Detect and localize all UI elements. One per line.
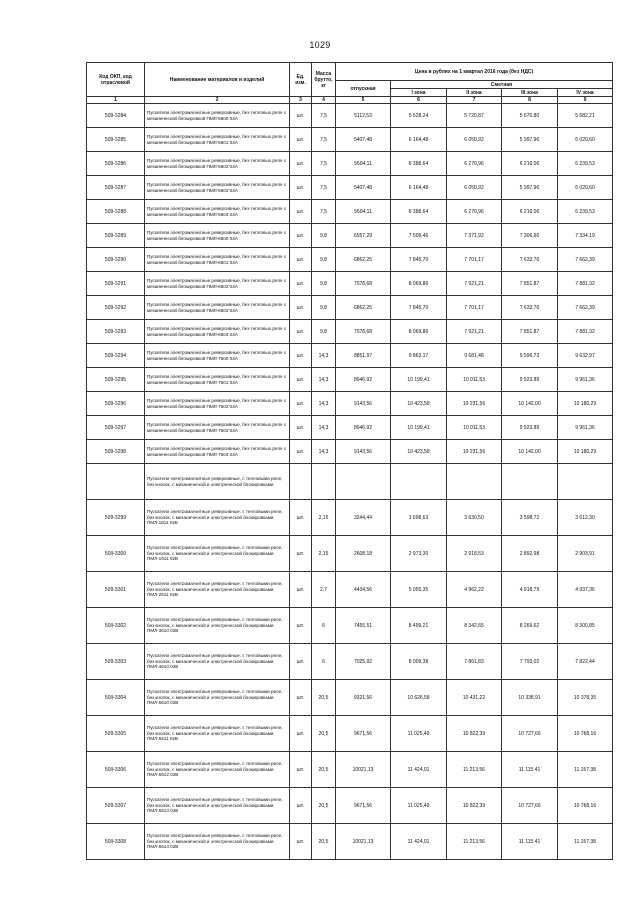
- price-zone-1: 5 055,35: [391, 572, 447, 608]
- release-price: 5112,53: [336, 104, 391, 128]
- price-zone-1: 5 628,24: [391, 104, 447, 128]
- col-number: 7: [447, 97, 502, 104]
- price-zone-3: 6 216,06: [502, 152, 558, 176]
- price-zone-1: 7 845,70: [391, 248, 447, 272]
- product-name: Пускатели электромагнитные реверсивные, без тепловых реле с механической блокировкой ПМЛ-6504 04А: [145, 320, 290, 344]
- price-zone-3: 7 633,76: [502, 248, 558, 272]
- col-number: 2: [145, 97, 290, 104]
- price-zone-3: 9 923,89: [502, 368, 558, 392]
- product-name: Пускатели электромагнитные реверсивные, с тепловыми реле, без кнопок, с механической и электрической блокировками ПМЛ-4610 02В: [145, 644, 290, 680]
- release-price: 4434,56: [336, 572, 391, 608]
- col-number: 1: [87, 97, 145, 104]
- price-zone-2: 7 921,21: [447, 320, 502, 344]
- price-zone-4: 7 662,39: [558, 296, 613, 320]
- product-code: 509-3284: [87, 104, 145, 128]
- price-zone-2: 11 213,56: [447, 752, 502, 788]
- price-zone-1: 2 973,30: [391, 536, 447, 572]
- price-zone-2: 11 213,56: [447, 824, 502, 860]
- column-number-row: [87, 97, 613, 104]
- price-zone-4: 9 961,36: [558, 416, 613, 440]
- price-zone-4: 7 822,44: [558, 644, 613, 680]
- price-zone-2: 7 701,17: [447, 296, 502, 320]
- product-name: Пускатели электромагнитные реверсивные, с тепловыми реле, без кнопок, с механической и электрической блокировками: [145, 464, 290, 500]
- price-zone-1: 10 423,58: [391, 440, 447, 464]
- price-zone-4: 5 682,21: [558, 104, 613, 128]
- price-zone-2: 7 921,21: [447, 272, 502, 296]
- product-code: 509-3301: [87, 572, 145, 608]
- price-zone-1: [391, 464, 447, 500]
- price-zone-1: 8 069,86: [391, 272, 447, 296]
- product-code: 509-3291: [87, 272, 145, 296]
- price-zone-3: 7 793,02: [502, 644, 558, 680]
- price-zone-4: 6 020,60: [558, 176, 613, 200]
- col-number: 9: [558, 97, 613, 104]
- price-zone-2: 6 270,96: [447, 152, 502, 176]
- product-name: Пускатели электромагнитные реверсивные, без тепловых реле с механической блокировкой ПМЛ-7503 04А: [145, 416, 290, 440]
- unit: шт.: [290, 176, 312, 200]
- gross-mass: 9,8: [312, 248, 336, 272]
- price-zone-1: 8 499,21: [391, 608, 447, 644]
- col-number: 4: [312, 97, 336, 104]
- price-zone-2: 6 050,92: [447, 176, 502, 200]
- unit: шт.: [290, 788, 312, 824]
- unit: шт.: [290, 104, 312, 128]
- price-zone-4: 7 662,39: [558, 248, 613, 272]
- product-code: 509-3292: [87, 296, 145, 320]
- price-zone-1: 6 164,48: [391, 176, 447, 200]
- product-name: Пускатели электромагнитные реверсивные, без тепловых реле с механической блокировкой ПМЛ-6503 04А: [145, 296, 290, 320]
- unit: шт.: [290, 248, 312, 272]
- gross-mass: [312, 464, 336, 500]
- col-number: 6: [391, 97, 447, 104]
- table-row: [87, 224, 613, 248]
- price-zone-2: 7 861,83: [447, 644, 502, 680]
- product-code: 509-3305: [87, 716, 145, 752]
- unit: шт.: [290, 608, 312, 644]
- product-code: 509-3296: [87, 392, 145, 416]
- release-price: 6862,25: [336, 248, 391, 272]
- price-zone-4: 11 157,38: [558, 752, 613, 788]
- product-name: Пускатели электромагнитные реверсивные, без тепловых реле с механической блокировкой ПМЛ-7502 04А: [145, 392, 290, 416]
- product-code: 509-3290: [87, 248, 145, 272]
- price-zone-1: 11 424,01: [391, 824, 447, 860]
- table-row: [87, 344, 613, 368]
- release-price: 2608,18: [336, 536, 391, 572]
- price-zone-2: 6 050,92: [447, 128, 502, 152]
- price-zone-4: [558, 464, 613, 500]
- price-zone-4: 9 632,97: [558, 344, 613, 368]
- table-row: [87, 128, 613, 152]
- product-name: Пускатели электромагнитные реверсивные, с тепловыми реле, без кнопок, с механической и электрической блокировками ПМЛ-1611 02Б: [145, 500, 290, 536]
- page-number: 1029: [309, 40, 331, 50]
- table-row: [87, 368, 613, 392]
- price-zone-4: 4 937,36: [558, 572, 613, 608]
- price-zone-4: 10 378,35: [558, 680, 613, 716]
- unit: шт.: [290, 152, 312, 176]
- gross-mass: 20,5: [312, 716, 336, 752]
- unit: шт.: [290, 344, 312, 368]
- price-zone-4: 6 020,60: [558, 128, 613, 152]
- product-code: 509-3308: [87, 824, 145, 860]
- price-zone-2: 2 918,53: [447, 536, 502, 572]
- gross-mass: 14,3: [312, 392, 336, 416]
- price-zone-3: 5 997,96: [502, 176, 558, 200]
- product-code: 509-3299: [87, 500, 145, 536]
- gross-mass: 14,3: [312, 440, 336, 464]
- gross-mass: 14,3: [312, 416, 336, 440]
- release-price: 9143,56: [336, 392, 391, 416]
- gross-mass: 9,8: [312, 320, 336, 344]
- table-row: [87, 248, 613, 272]
- product-code: 509-3306: [87, 752, 145, 788]
- product-name: Пускатели электромагнитные реверсивные, с тепловыми реле, без кнопок, с механической и электрической блокировками ПМЛ-5613 02В: [145, 788, 290, 824]
- product-name: Пускатели электромагнитные реверсивные, без тепловых реле с механической блокировкой ПМЛ-6502 04А: [145, 272, 290, 296]
- table-row: [87, 200, 613, 224]
- header-zone-2: II зона: [447, 89, 502, 97]
- unit: шт.: [290, 752, 312, 788]
- header-zone-4: IV зона: [558, 89, 613, 97]
- table-row: [87, 392, 613, 416]
- table-row: [87, 296, 613, 320]
- price-zone-1: 10 199,41: [391, 416, 447, 440]
- table-row: [87, 680, 613, 716]
- gross-mass: 7,5: [312, 104, 336, 128]
- price-zone-2: 4 962,22: [447, 572, 502, 608]
- price-zone-4: 7 334,19: [558, 224, 613, 248]
- price-zone-2: 10 431,22: [447, 680, 502, 716]
- table-row: [87, 716, 613, 752]
- price-zone-3: 10 727,66: [502, 716, 558, 752]
- price-zone-3: 11 115,41: [502, 824, 558, 860]
- release-price: 10021,13: [336, 752, 391, 788]
- price-zone-4: 6 239,53: [558, 200, 613, 224]
- header-zone-3: III зона: [502, 89, 558, 97]
- price-zone-1: 6 388,64: [391, 152, 447, 176]
- table-row: [87, 824, 613, 860]
- unit: шт.: [290, 296, 312, 320]
- header-mass: Масса брутто, кг: [312, 63, 336, 97]
- col-number: 8: [502, 97, 558, 104]
- unit: шт.: [290, 680, 312, 716]
- product-code: 509-3294: [87, 344, 145, 368]
- unit: шт.: [290, 536, 312, 572]
- unit: шт.: [290, 440, 312, 464]
- price-zone-3: 8 269,62: [502, 608, 558, 644]
- gross-mass: 7,5: [312, 176, 336, 200]
- product-code: 509-3286: [87, 152, 145, 176]
- price-zone-1: 3 698,63: [391, 500, 447, 536]
- unit: шт.: [290, 824, 312, 860]
- table-row: [87, 176, 613, 200]
- gross-mass: 2,15: [312, 500, 336, 536]
- release-price: 6862,25: [336, 296, 391, 320]
- price-zone-4: 7 881,32: [558, 272, 613, 296]
- product-name: Пускатели электромагнитные реверсивные, с тепловыми реле, без кнопок, с механической и электрической блокировками ПМЛ-3610 02В: [145, 608, 290, 644]
- gross-mass: 6: [312, 644, 336, 680]
- price-zone-3: 5 670,80: [502, 104, 558, 128]
- product-code: 509-3293: [87, 320, 145, 344]
- price-zone-4: 2 903,91: [558, 536, 613, 572]
- table-row: [87, 440, 613, 464]
- product-name: Пускатели электромагнитные реверсивные, с тепловыми реле, без кнопок, с механической и электрической блокировками ПМЛ-2611 02В: [145, 572, 290, 608]
- unit: шт.: [290, 368, 312, 392]
- release-price: 8851,97: [336, 344, 391, 368]
- price-zone-3: 2 892,98: [502, 536, 558, 572]
- price-zone-2: 5 720,87: [447, 104, 502, 128]
- release-price: 5604,11: [336, 152, 391, 176]
- unit: шт.: [290, 716, 312, 752]
- price-zone-2: 7 701,17: [447, 248, 502, 272]
- price-zone-1: 10 626,58: [391, 680, 447, 716]
- price-zone-2: 6 270,96: [447, 200, 502, 224]
- price-zone-1: 10 423,58: [391, 392, 447, 416]
- product-name: Пускатели электромагнитные реверсивные, без тепловых реле с механической блокировкой ПМЛ-6500 04А: [145, 224, 290, 248]
- price-zone-2: 10 822,39: [447, 788, 502, 824]
- unit: шт.: [290, 128, 312, 152]
- product-code: 509-3300: [87, 536, 145, 572]
- gross-mass: 20,5: [312, 788, 336, 824]
- price-zone-4: 11 157,38: [558, 824, 613, 860]
- unit: шт.: [290, 572, 312, 608]
- gross-mass: 9,8: [312, 296, 336, 320]
- price-zone-3: 7 633,76: [502, 296, 558, 320]
- product-name: Пускатели электромагнитные реверсивные, без тепловых реле с механической блокировкой ПМЛ-5502 04А: [145, 152, 290, 176]
- product-code: 509-3298: [87, 440, 145, 464]
- price-zone-4: 9 961,36: [558, 368, 613, 392]
- price-zone-1: 8 009,38: [391, 644, 447, 680]
- product-name: Пускатели электромагнитные реверсивные, без тепловых реле с механической блокировкой ПМЛ-5500 04А: [145, 104, 290, 128]
- unit: [290, 464, 312, 500]
- gross-mass: 2,7: [312, 572, 336, 608]
- product-code: 509-3307: [87, 788, 145, 824]
- price-zone-2: 8 342,65: [447, 608, 502, 644]
- product-code: 509-3287: [87, 176, 145, 200]
- col-number: 5: [336, 97, 391, 104]
- price-zone-3: 5 997,96: [502, 128, 558, 152]
- price-zone-2: 7 371,92: [447, 224, 502, 248]
- price-zone-1: 9 863,17: [391, 344, 447, 368]
- price-zone-1: 6 388,64: [391, 200, 447, 224]
- release-price: 5407,48: [336, 176, 391, 200]
- product-name: Пускатели электромагнитные реверсивные, с тепловыми реле, без кнопок, с механической и электрической блокировками ПМЛ-5610 02В: [145, 680, 290, 716]
- price-zone-2: 10 011,53: [447, 416, 502, 440]
- gross-mass: 20,5: [312, 824, 336, 860]
- unit: шт.: [290, 644, 312, 680]
- table-row: [87, 152, 613, 176]
- price-zone-3: 10 727,66: [502, 788, 558, 824]
- product-code: 509-3297: [87, 416, 145, 440]
- price-zone-3: 3 598,72: [502, 500, 558, 536]
- gross-mass: 2,15: [312, 536, 336, 572]
- price-zone-1: 7 509,46: [391, 224, 447, 248]
- price-zone-4: 10 180,29: [558, 392, 613, 416]
- release-price: 7025,92: [336, 644, 391, 680]
- price-zone-4: 3 612,30: [558, 500, 613, 536]
- release-price: 6557,29: [336, 224, 391, 248]
- product-name: Пускатели электромагнитные реверсивные, без тепловых реле с механической блокировкой ПМЛ-7501 04А: [145, 368, 290, 392]
- price-zone-4: 10 180,29: [558, 440, 613, 464]
- table-row: [87, 104, 613, 128]
- table-row: [87, 644, 613, 680]
- gross-mass: 6: [312, 608, 336, 644]
- gross-mass: 20,5: [312, 752, 336, 788]
- price-zone-2: 3 630,50: [447, 500, 502, 536]
- product-name: Пускатели электромагнитные реверсивные, без тепловых реле с механической блокировкой ПМЛ-5501 04А: [145, 128, 290, 152]
- price-zone-3: 11 115,41: [502, 752, 558, 788]
- header-unit: Ед. изм.: [290, 63, 312, 97]
- gross-mass: 7,5: [312, 152, 336, 176]
- price-zone-1: 7 845,70: [391, 296, 447, 320]
- header-release-price: отпускная: [336, 81, 391, 97]
- price-zone-3: 7 851,87: [502, 272, 558, 296]
- gross-mass: 20,5: [312, 680, 336, 716]
- header-estimate-price: Сметная: [391, 81, 613, 89]
- header-price-group: Цена в рублях на 1 квартал 2016 года (без НДС): [336, 63, 613, 81]
- release-price: 10021,13: [336, 824, 391, 860]
- table-row: [87, 788, 613, 824]
- gross-mass: 9,8: [312, 224, 336, 248]
- price-zone-4: 8 300,85: [558, 608, 613, 644]
- release-price: 9671,56: [336, 716, 391, 752]
- release-price: 5604,11: [336, 200, 391, 224]
- price-zone-4: 10 768,16: [558, 788, 613, 824]
- gross-mass: 7,5: [312, 200, 336, 224]
- release-price: 7455,51: [336, 608, 391, 644]
- unit: шт.: [290, 200, 312, 224]
- product-code: 509-3295: [87, 368, 145, 392]
- header-code: Код ОКП, код отраслевой: [87, 63, 145, 97]
- price-zone-3: 10 142,00: [502, 440, 558, 464]
- release-price: 8946,92: [336, 368, 391, 392]
- price-zone-2: 9 681,48: [447, 344, 502, 368]
- price-zone-3: 7 306,60: [502, 224, 558, 248]
- release-price: 9671,56: [336, 788, 391, 824]
- table-row: [87, 416, 613, 440]
- unit: шт.: [290, 500, 312, 536]
- price-zone-1: 11 025,49: [391, 716, 447, 752]
- release-price: 7078,68: [336, 272, 391, 296]
- price-zone-1: 11 424,01: [391, 752, 447, 788]
- table-row: [87, 572, 613, 608]
- price-zone-4: 6 239,53: [558, 152, 613, 176]
- gross-mass: 9,8: [312, 272, 336, 296]
- table-row: [87, 272, 613, 296]
- release-price: 9321,56: [336, 680, 391, 716]
- unit: шт.: [290, 272, 312, 296]
- col-number: 3: [290, 97, 312, 104]
- price-zone-3: 9 596,73: [502, 344, 558, 368]
- product-code: 509-3304: [87, 680, 145, 716]
- price-zone-1: 6 164,48: [391, 128, 447, 152]
- product-code: 509-3285: [87, 128, 145, 152]
- table-body: [87, 104, 613, 860]
- table-header: [87, 63, 613, 104]
- release-price: 5407,48: [336, 128, 391, 152]
- gross-mass: 14,3: [312, 344, 336, 368]
- product-name: Пускатели электромагнитные реверсивные, с тепловыми реле, без кнопок, с механической и электрической блокировками ПМЛ-1611 02В: [145, 536, 290, 572]
- product-name: Пускатели электромагнитные реверсивные, без тепловых реле с механической блокировкой ПМЛ-6501 04А: [145, 248, 290, 272]
- price-zone-3: 7 851,87: [502, 320, 558, 344]
- product-name: Пускатели электромагнитные реверсивные, без тепловых реле с механической блокировкой ПМЛ-7504 04А: [145, 440, 290, 464]
- price-zone-3: 6 216,06: [502, 200, 558, 224]
- product-code: [87, 464, 145, 500]
- price-zone-2: 10 231,56: [447, 392, 502, 416]
- release-price: 9143,56: [336, 440, 391, 464]
- price-zone-3: 10 338,91: [502, 680, 558, 716]
- table-row: [87, 536, 613, 572]
- product-name: Пускатели электромагнитные реверсивные, без тепловых реле с механической блокировкой ПМЛ-5503 04А: [145, 176, 290, 200]
- product-name: Пускатели электромагнитные реверсивные, без тепловых реле с механической блокировкой ПМЛ-5504 04А: [145, 200, 290, 224]
- price-zone-2: 10 011,53: [447, 368, 502, 392]
- product-code: 509-3302: [87, 608, 145, 644]
- table-row: [87, 608, 613, 644]
- unit: шт.: [290, 392, 312, 416]
- price-zone-1: 11 025,49: [391, 788, 447, 824]
- header-zone-1: I зона: [391, 89, 447, 97]
- price-table: [86, 62, 613, 860]
- unit: шт.: [290, 224, 312, 248]
- unit: шт.: [290, 416, 312, 440]
- product-code: 509-3288: [87, 200, 145, 224]
- release-price: 8946,92: [336, 416, 391, 440]
- gross-mass: 14,3: [312, 368, 336, 392]
- table-row: [87, 500, 613, 536]
- table-row: [87, 464, 613, 500]
- header-name: Наименование материалов и изделий: [145, 63, 290, 97]
- price-zone-1: 8 069,86: [391, 320, 447, 344]
- price-zone-3: 4 918,79: [502, 572, 558, 608]
- table-row: [87, 752, 613, 788]
- price-zone-2: 10 231,56: [447, 440, 502, 464]
- release-price: 3244,44: [336, 500, 391, 536]
- price-zone-2: 10 822,39: [447, 716, 502, 752]
- price-zone-1: 10 199,41: [391, 368, 447, 392]
- price-zone-3: [502, 464, 558, 500]
- price-zone-2: [447, 464, 502, 500]
- product-code: 509-3303: [87, 644, 145, 680]
- product-name: Пускатели электромагнитные реверсивные, с тепловыми реле, без кнопок, с механической и электрической блокировками ПМЛ-5611 02В: [145, 716, 290, 752]
- product-name: Пускатели электромагнитные реверсивные, с тепловыми реле, без кнопок, с механической и электрической блокировками ПМЛ-5612 02В: [145, 752, 290, 788]
- product-name: Пускатели электромагнитные реверсивные, без тепловых реле с механической блокировкой ПМЛ-7500 04А: [145, 344, 290, 368]
- release-price: 7078,68: [336, 320, 391, 344]
- price-zone-4: 10 768,16: [558, 716, 613, 752]
- price-zone-4: 7 881,32: [558, 320, 613, 344]
- gross-mass: 7,5: [312, 128, 336, 152]
- table-row: [87, 320, 613, 344]
- release-price: [336, 464, 391, 500]
- price-zone-3: 9 923,89: [502, 416, 558, 440]
- price-zone-3: 10 142,00: [502, 392, 558, 416]
- product-name: Пускатели электромагнитные реверсивные, с тепловыми реле, без кнопок, с механической и электрической блокировками ПМЛ-5614 02В: [145, 824, 290, 860]
- unit: шт.: [290, 320, 312, 344]
- product-code: 509-3289: [87, 224, 145, 248]
